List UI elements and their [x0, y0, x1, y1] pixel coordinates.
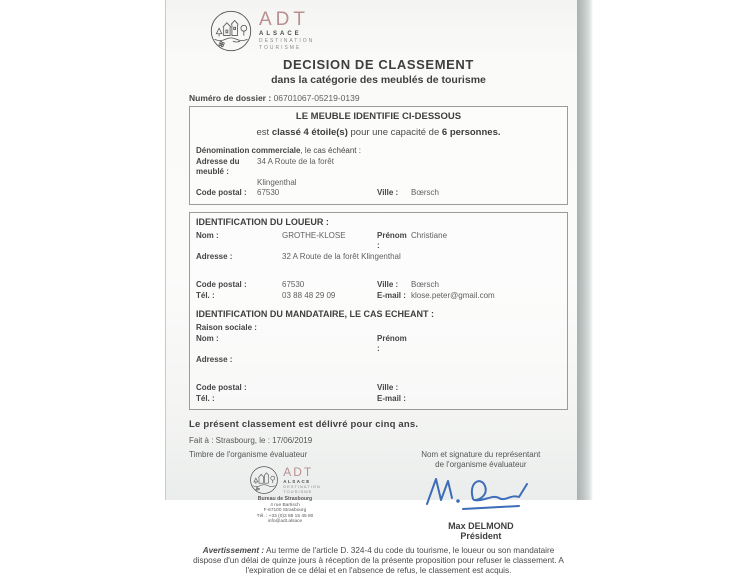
- meuble-code-postal-label: Code postal :: [196, 188, 247, 197]
- mandataire-prenom-label: Prénom :: [377, 333, 407, 353]
- class-suffix: personnes.: [449, 127, 501, 138]
- meuble-box-header: LE MEUBLE IDENTIFIE CI-DESSOUS: [295, 111, 462, 122]
- meuble-box: [189, 106, 568, 205]
- loueur-tel-label: Tél. :: [196, 290, 215, 300]
- loueur-ville-label: Ville :: [377, 280, 399, 289]
- loueur-tel-value: 03 88 48 29 09: [282, 290, 336, 300]
- document-title: DECISION DE CLASSEMENT: [283, 57, 474, 72]
- fait-a-line: Fait à : Strasbourg, le : 17/06/2019: [189, 436, 313, 445]
- mandataire-raison-label: Raison sociale :: [196, 323, 257, 332]
- meuble-code-postal-value: 67530: [257, 188, 280, 197]
- adresse-meuble-value2: Klingenthal: [257, 177, 297, 187]
- adt-logo-word-destination: DESTINATION: [259, 38, 315, 44]
- mandataire-code-postal-label: Code postal :: [196, 383, 247, 392]
- loueur-nom-label: Nom :: [196, 230, 219, 240]
- signatory-name: Max DELMOND: [448, 521, 514, 531]
- dossier-number-line: [189, 93, 568, 103]
- stamp-line-bureau: Bureau de Strasbourg: [257, 496, 313, 502]
- loueur-ville-value: Bœrsch: [411, 280, 439, 289]
- stamp-word-alsace: ALSACE: [283, 478, 311, 484]
- avertissement-paragraph: [189, 546, 568, 576]
- stamp-acronym: ADT: [283, 464, 314, 479]
- meuble-cp-ville-row: [196, 188, 561, 199]
- loueur-prenom-label: Prénom :: [377, 230, 407, 250]
- classification-statement: [196, 127, 561, 138]
- loueur-nom-value: GROTHE-KLOSE: [282, 230, 346, 240]
- handwritten-signature: [421, 472, 541, 514]
- mandataire-cp-ville-row: [196, 383, 561, 394]
- loueur-header: IDENTIFICATION DU LOUEUR :: [196, 216, 329, 227]
- timbre-label: Timbre de l'organisme évaluateur: [189, 450, 308, 459]
- class-capacity: 6: [441, 127, 448, 138]
- loueur-code-postal-label: Code postal :: [196, 280, 247, 289]
- dossier-number-value: 06701067-05219-0139: [273, 93, 360, 103]
- adt-stamp: [237, 465, 333, 525]
- meuble-ville-value: Bœrsch: [411, 188, 439, 197]
- adt-logo: [209, 9, 314, 53]
- adt-logo-word-tourisme: TOURISME: [259, 45, 302, 51]
- adresse-meuble-row: [196, 157, 561, 178]
- denomination-rest: , le cas échéant :: [300, 146, 361, 155]
- mandataire-email-label: E-mail :: [377, 393, 406, 403]
- class-stars: classé 4 étoile(s): [271, 127, 348, 138]
- adresse-meuble-label: Adresse du meublé :: [196, 156, 240, 176]
- document-paper: [165, 0, 577, 575]
- signatory-title: Président: [460, 531, 502, 541]
- loueur-nom-row: [196, 231, 561, 252]
- adresse-meuble-row2: [196, 178, 561, 189]
- mandataire-adresse-label: Adresse :: [196, 354, 233, 364]
- mandataire-adresse-row: [196, 355, 561, 366]
- stamp-address: [257, 497, 314, 525]
- paper-edge-shadow: [577, 0, 593, 500]
- class-mid: pour une capacité de: [350, 127, 440, 138]
- signature-caption-line2: de l'organisme évaluateur: [435, 459, 527, 469]
- loueur-adresse-label: Adresse :: [196, 251, 233, 261]
- stamp-line-street: 4 rue Bartisch: [270, 502, 300, 508]
- mandataire-nom-label: Nom :: [196, 333, 219, 343]
- validity-statement: Le présent classement est délivré pour cinq ans.: [189, 419, 419, 430]
- adt-village-icon: [209, 9, 253, 53]
- stamp-word-destination: DESTINATION: [283, 483, 321, 489]
- loueur-cp-ville-row: [196, 280, 561, 291]
- adt-logo-word-alsace: ALSACE: [259, 31, 302, 37]
- mandataire-header: IDENTIFICATION DU MANDATAIRE, LE CAS ECHEANT :: [196, 309, 434, 319]
- denomination-line: [196, 146, 561, 157]
- adt-stamp-village-icon: [249, 465, 279, 495]
- document-subtitle: dans la catégorie des meublés de tourisme: [271, 74, 486, 86]
- signature-caption-line1: Nom et signature du représentant: [421, 450, 541, 459]
- mandataire-nom-row: [196, 334, 561, 355]
- stamp-line-city: F-67100 Strasbourg: [263, 508, 307, 514]
- meuble-ville-label: Ville :: [377, 188, 399, 197]
- loueur-tel-email-row: [196, 291, 561, 302]
- loueur-email-label: E-mail :: [377, 290, 406, 300]
- mandataire-raison-row: [196, 323, 561, 334]
- adt-logo-acronym: ADT: [259, 9, 309, 30]
- avertissement-label: Avertissement :: [202, 546, 265, 555]
- denomination-label: Dénomination commerciale: [196, 146, 301, 155]
- loueur-email-value: klose.peter@gmail.com: [411, 290, 495, 300]
- stamp-line-email: info@adt.alsace: [267, 519, 303, 525]
- loueur-adresse-row: [196, 252, 561, 263]
- loueur-code-postal-value: 67530: [282, 280, 305, 289]
- stamp-word-tourisme: TOURISME: [283, 488, 313, 494]
- dossier-number-label: Numéro de dossier :: [189, 93, 272, 103]
- class-pre: est: [256, 127, 270, 138]
- loueur-adresse-value: 32 A Route de la forêt Klingenthal: [282, 251, 401, 261]
- loueur-prenom-value: Christiane: [411, 230, 448, 240]
- identification-box: [189, 212, 568, 411]
- mandataire-tel-email-row: [196, 394, 561, 405]
- adresse-meuble-value: 34 A Route de la forêt: [257, 156, 334, 166]
- stamp-line-phone: Tél. : +33 (0)3 88 15 45 80: [256, 513, 314, 519]
- avertissement-text: Au terme de l'article D. 324-4 du code du tourisme, le loueur ou son mandataire dispose d'un délai de quinze jours à réception de la présente proposition pour refuser le classement. A l'expiration de ce délai et en l'absence de refus, le classement est acquis.: [193, 546, 564, 575]
- mandataire-tel-label: Tél. :: [196, 393, 215, 403]
- mandataire-ville-label: Ville :: [377, 383, 399, 392]
